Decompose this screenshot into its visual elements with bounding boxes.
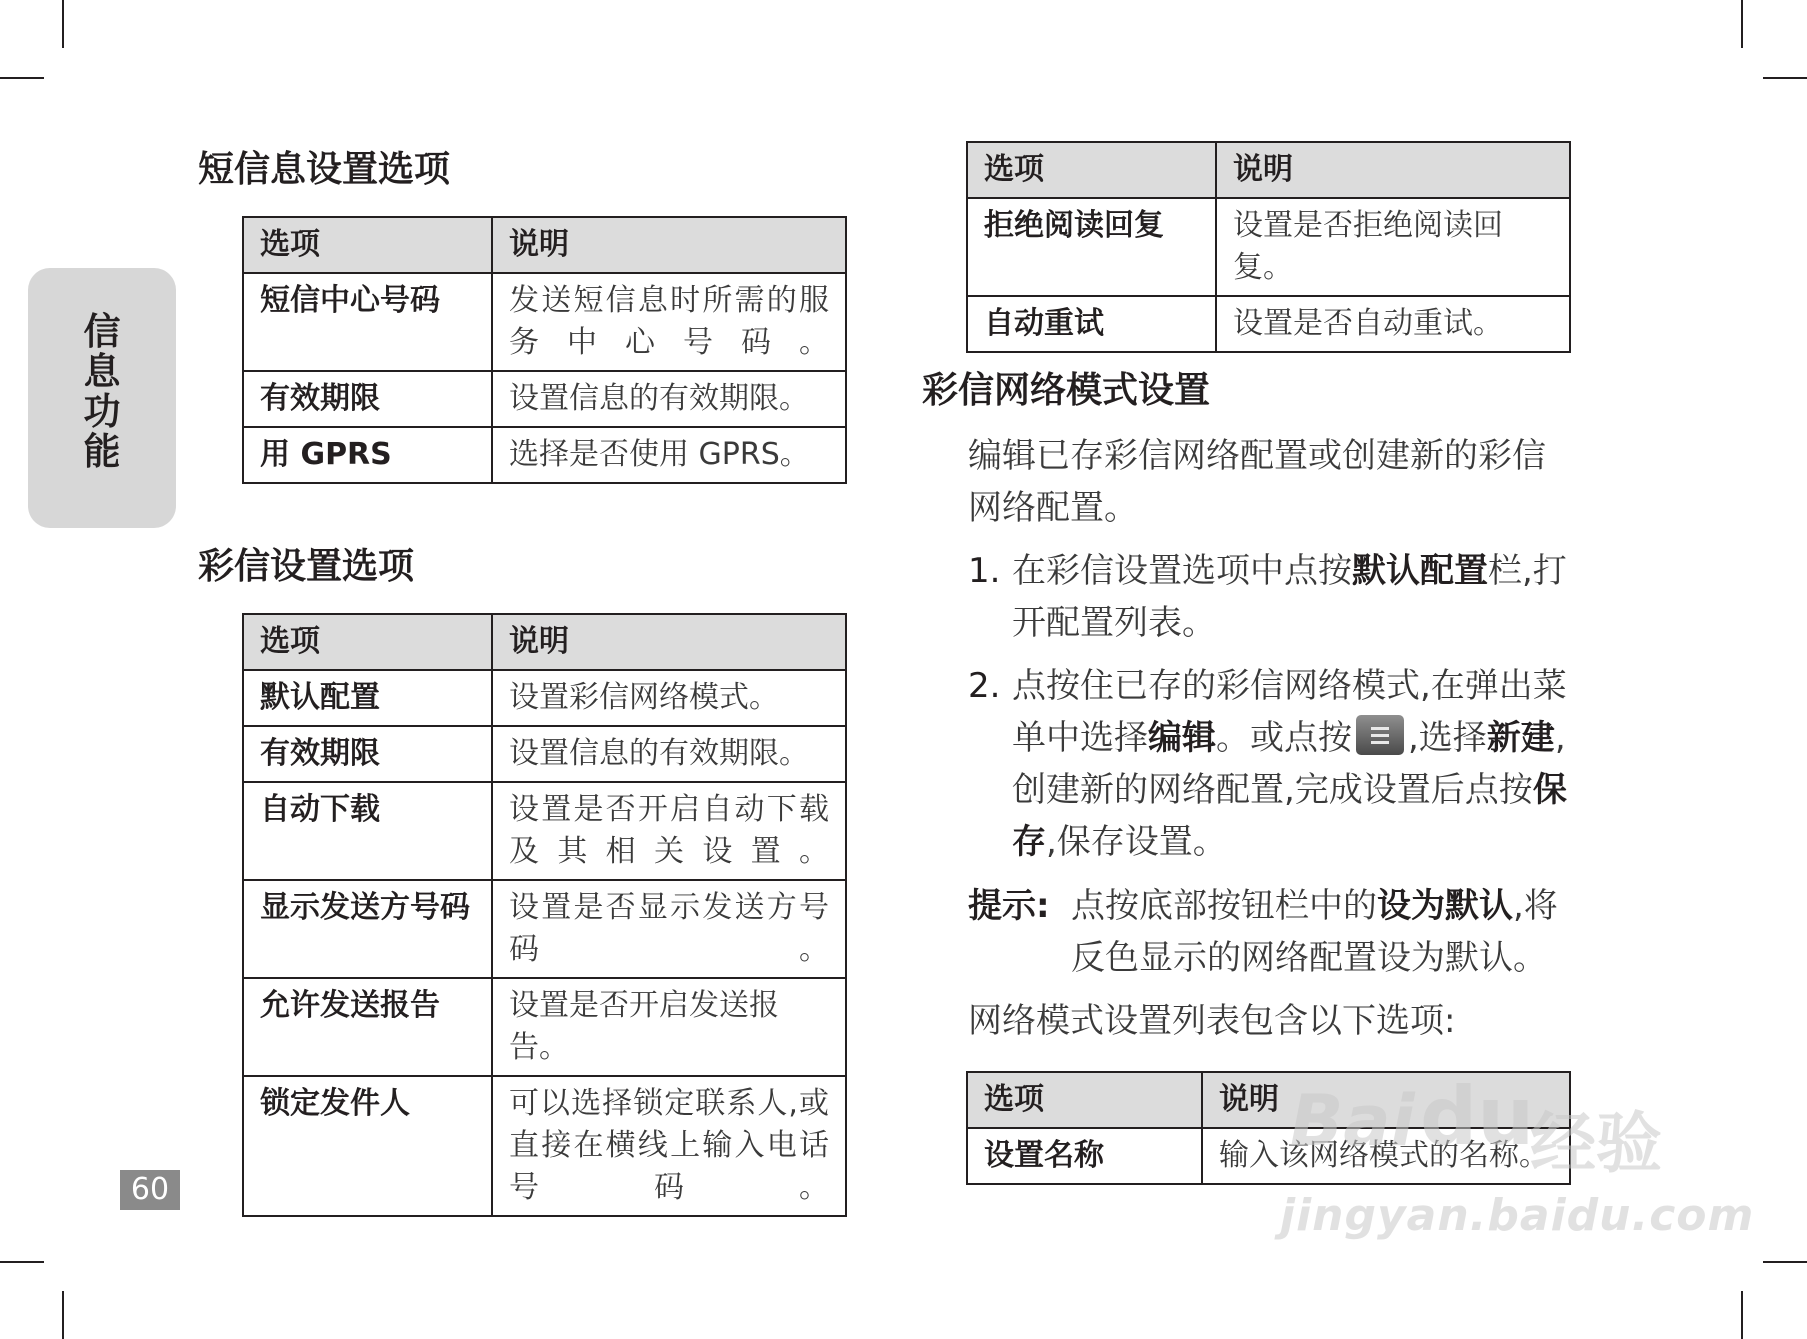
desc-cell: 设置是否开启自动下载及其相关设置。 bbox=[492, 782, 846, 880]
step-text: ,创建新的网络配置,完成设置后点按 bbox=[1012, 718, 1566, 810]
tip-text: ,将反色显示的网络配置设为默认。 bbox=[1071, 886, 1558, 978]
ui-term-default-config: 默认配置 bbox=[1352, 551, 1488, 591]
baidu-watermark bbox=[1270, 1070, 1755, 1270]
desc-cell: 可以选择锁定联系人,或直接在横线上输入电话号码。 bbox=[492, 1076, 846, 1216]
network-intro: 编辑已存彩信网络配置或创建新的彩信网络配置。 bbox=[968, 436, 1546, 528]
table-row bbox=[243, 978, 846, 1076]
desc-cell: 发送短信息时所需的服务中心号码。 bbox=[492, 273, 846, 371]
mms-settings-heading: 彩信设置选项 bbox=[198, 545, 415, 587]
ui-term-set-default: 设为默认 bbox=[1377, 886, 1513, 926]
menu-key-icon bbox=[1356, 715, 1404, 755]
header-option: 选项 bbox=[967, 1072, 1202, 1128]
watermark-url: jingyan.baidu.com bbox=[1280, 1190, 1755, 1241]
step-2 bbox=[968, 660, 1570, 868]
tip-label: 提示: bbox=[968, 886, 1050, 926]
table-row bbox=[243, 427, 846, 483]
page-number: 60 bbox=[120, 1170, 180, 1210]
header-desc: 说明 bbox=[492, 217, 846, 273]
step-text: ,保存设置。 bbox=[1046, 822, 1227, 862]
chapter-tab-label bbox=[28, 312, 176, 472]
crop-mark bbox=[1763, 1261, 1807, 1263]
option-cell: 有效期限 bbox=[243, 371, 492, 427]
table-row bbox=[243, 273, 846, 371]
desc-cell: 设置彩信网络模式。 bbox=[492, 670, 846, 726]
option-cell: 锁定发件人 bbox=[243, 1076, 492, 1216]
option-cell: 默认配置 bbox=[243, 670, 492, 726]
table-row bbox=[243, 371, 846, 427]
step-1 bbox=[968, 545, 1570, 649]
watermark-paw-text: du bbox=[1420, 1070, 1535, 1163]
chapter-tab-char: 功 bbox=[83, 390, 121, 433]
step-text: 栏,打开配置列表。 bbox=[1012, 551, 1567, 643]
table-row bbox=[243, 782, 846, 880]
step-text: 。或点按 bbox=[1216, 718, 1352, 758]
ui-term-edit: 编辑 bbox=[1148, 718, 1216, 758]
crop-mark bbox=[1741, 1291, 1743, 1339]
ui-term-new: 新建 bbox=[1486, 718, 1555, 758]
option-cell: 显示发送方号码 bbox=[243, 880, 492, 978]
tip-text: 点按底部按钮栏中的 bbox=[1071, 886, 1377, 926]
table-header-row bbox=[967, 142, 1570, 198]
table-header-row bbox=[243, 614, 846, 670]
mms-settings-table-continued bbox=[966, 141, 1571, 353]
option-cell: 自动下载 bbox=[243, 782, 492, 880]
option-cell: 短信中心号码 bbox=[243, 273, 492, 371]
crop-mark bbox=[62, 1291, 64, 1339]
ui-term-save: 保存 bbox=[1012, 770, 1567, 862]
crop-mark bbox=[0, 77, 44, 79]
header-desc: 说明 bbox=[1202, 1072, 1570, 1128]
step-number: 2. bbox=[968, 666, 1001, 706]
sms-settings-table bbox=[242, 216, 847, 484]
chapter-tab-char: 能 bbox=[83, 430, 121, 473]
header-desc: 说明 bbox=[492, 614, 846, 670]
step-number: 1. bbox=[968, 551, 1001, 591]
desc-cell: 设置信息的有效期限。 bbox=[492, 726, 846, 782]
desc-cell: 设置是否自动重试。 bbox=[1216, 296, 1570, 352]
chapter-tab-char: 信 bbox=[83, 310, 121, 353]
option-cell: 设置名称 bbox=[967, 1128, 1202, 1184]
table-header-row bbox=[243, 217, 846, 273]
crop-mark bbox=[1741, 0, 1743, 48]
watermark-chinese: 经验 bbox=[1530, 1105, 1662, 1182]
step-text: 在彩信设置选项中点按 bbox=[1012, 551, 1352, 591]
list-intro: 网络模式设置列表包含以下选项: bbox=[968, 1001, 1456, 1041]
table-row bbox=[243, 670, 846, 726]
table-row bbox=[243, 726, 846, 782]
header-option: 选项 bbox=[243, 614, 492, 670]
table-row bbox=[243, 880, 846, 978]
desc-cell: 设置信息的有效期限。 bbox=[492, 371, 846, 427]
table-row bbox=[967, 198, 1570, 296]
option-cell: 用 GPRS bbox=[243, 427, 492, 483]
crop-mark bbox=[0, 1261, 44, 1263]
mms-settings-table bbox=[242, 613, 847, 1217]
crop-mark bbox=[1763, 77, 1807, 79]
desc-cell: 设置是否拒绝阅读回复。 bbox=[1216, 198, 1570, 296]
chapter-tab-char: 息 bbox=[83, 350, 121, 393]
mms-network-heading: 彩信网络模式设置 bbox=[922, 369, 1211, 411]
option-cell: 自动重试 bbox=[967, 296, 1216, 352]
desc-cell: 设置是否开启发送报告。 bbox=[492, 978, 846, 1076]
table-row bbox=[243, 1076, 846, 1216]
header-desc: 说明 bbox=[1216, 142, 1570, 198]
option-cell: 允许发送报告 bbox=[243, 978, 492, 1076]
chapter-tab bbox=[28, 268, 176, 528]
crop-mark bbox=[62, 0, 64, 48]
desc-cell: 输入该网络模式的名称。 bbox=[1202, 1128, 1570, 1184]
option-cell: 有效期限 bbox=[243, 726, 492, 782]
sms-settings-heading: 短信息设置选项 bbox=[198, 148, 451, 190]
desc-cell: 设置是否显示发送方号码。 bbox=[492, 880, 846, 978]
step-text: ,选择 bbox=[1408, 718, 1487, 758]
step-text: 点按住已存的彩信网络模式,在弹出菜单中选择 bbox=[1012, 666, 1567, 758]
watermark-brand: Bai bbox=[1290, 1080, 1415, 1162]
header-option: 选项 bbox=[243, 217, 492, 273]
header-option: 选项 bbox=[967, 142, 1216, 198]
option-cell: 拒绝阅读回复 bbox=[967, 198, 1216, 296]
tip bbox=[968, 880, 1570, 984]
desc-cell: 选择是否使用 GPRS。 bbox=[492, 427, 846, 483]
table-row bbox=[967, 296, 1570, 352]
